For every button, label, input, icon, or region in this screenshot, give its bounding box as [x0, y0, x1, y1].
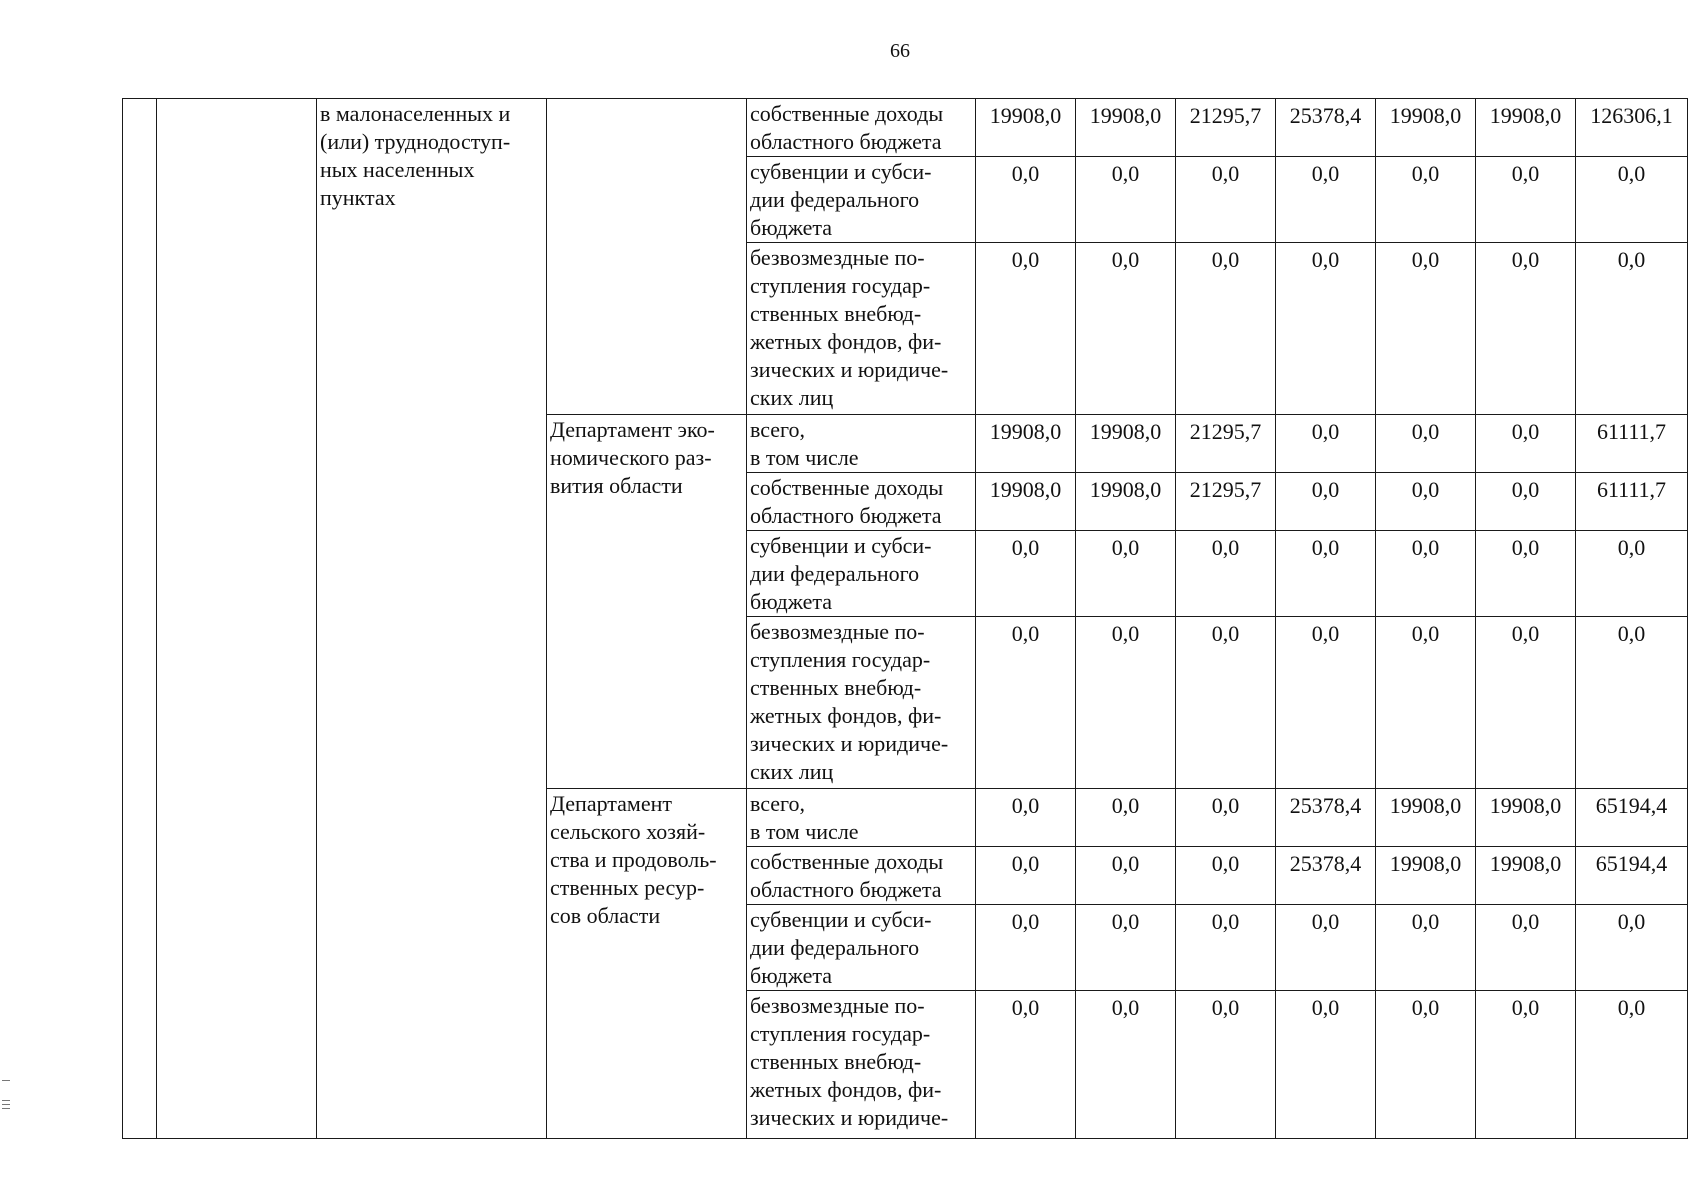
total-value: 61111,7 — [1576, 415, 1688, 473]
funding-source-line: безвозмездные по- — [750, 993, 925, 1018]
year-value: 0,0 — [1376, 157, 1476, 243]
total-value: 126306,1 — [1576, 99, 1688, 157]
executor-name-line: Департамент — [550, 791, 673, 816]
year-value: 0,0 — [1076, 617, 1176, 789]
executor-name-line: вития области — [550, 473, 683, 498]
funding-source — [747, 905, 976, 991]
page-number: 66 — [890, 40, 910, 62]
funding-source-line: бюджета — [750, 963, 833, 988]
total-value: 0,0 — [1576, 991, 1688, 1139]
funding-source — [747, 99, 976, 157]
funding-source-line: в том числе — [750, 819, 859, 844]
funding-source-line: зических и юридиче- — [750, 357, 949, 382]
year-value: 19908,0 — [1076, 415, 1176, 473]
year-value: 25378,4 — [1276, 847, 1376, 905]
program-label-line: ных населенных — [320, 157, 475, 182]
year-value: 0,0 — [1176, 847, 1276, 905]
year-value: 21295,7 — [1176, 99, 1276, 157]
year-value: 0,0 — [1276, 905, 1376, 991]
funding-source-line: субвенции и субси- — [750, 533, 932, 558]
year-value: 0,0 — [1476, 617, 1576, 789]
executor-name — [547, 415, 747, 789]
year-value: 0,0 — [1276, 415, 1376, 473]
funding-source — [747, 473, 976, 531]
year-value: 0,0 — [1076, 789, 1176, 847]
year-value: 19908,0 — [976, 473, 1076, 531]
year-value: 19908,0 — [1476, 789, 1576, 847]
funding-source-line: безвозмездные по- — [750, 619, 925, 644]
funding-source — [747, 789, 976, 847]
funding-source-line: всего, — [750, 791, 806, 816]
funding-source-line: ступления государ- — [750, 1021, 931, 1046]
funding-source — [747, 531, 976, 617]
total-value: 0,0 — [1576, 531, 1688, 617]
funding-source-line: ственных внебюд- — [750, 675, 922, 700]
year-value: 0,0 — [1376, 415, 1476, 473]
funding-source — [747, 415, 976, 473]
funding-source-line: субвенции и субси- — [750, 159, 932, 184]
year-value: 0,0 — [976, 531, 1076, 617]
funding-source — [747, 991, 976, 1139]
year-value: 0,0 — [1376, 905, 1476, 991]
funding-source-line: дии федерального — [750, 561, 920, 586]
margin-mark — [2, 1080, 10, 1081]
year-value: 0,0 — [1176, 531, 1276, 617]
year-value: 0,0 — [1176, 157, 1276, 243]
funding-source-line: дии федерального — [750, 187, 920, 212]
executor-name-line: Департамент эко- — [550, 417, 715, 442]
year-value: 0,0 — [1176, 617, 1276, 789]
year-value: 19908,0 — [1076, 473, 1176, 531]
year-value: 0,0 — [1476, 157, 1576, 243]
funding-source-line: ступления государ- — [750, 273, 931, 298]
funding-source-line: жетных фондов, фи- — [750, 703, 942, 728]
executor-name — [547, 99, 747, 415]
year-value: 0,0 — [1276, 243, 1376, 415]
year-value: 0,0 — [976, 991, 1076, 1139]
total-value: 0,0 — [1576, 157, 1688, 243]
year-value: 0,0 — [1276, 531, 1376, 617]
year-value: 0,0 — [1176, 991, 1276, 1139]
year-value: 0,0 — [1076, 531, 1176, 617]
executor-name-line: ственных ресур- — [550, 875, 705, 900]
funding-source — [747, 243, 976, 415]
year-value: 0,0 — [976, 789, 1076, 847]
funding-source-line: безвозмездные по- — [750, 245, 925, 270]
margin-mark — [2, 1104, 10, 1105]
funding-source-line: жетных фондов, фи- — [750, 1077, 942, 1102]
funding-source-line: собственные доходы — [750, 475, 944, 500]
executor-name-line: сов области — [550, 903, 661, 928]
year-value: 0,0 — [976, 905, 1076, 991]
year-value: 0,0 — [976, 243, 1076, 415]
margin-mark — [2, 1100, 10, 1101]
funding-source-line: в том числе — [750, 445, 859, 470]
margin-mark — [2, 1108, 10, 1109]
executor-name-line: номического раз- — [550, 445, 712, 470]
funding-source — [747, 617, 976, 789]
executor-name — [547, 789, 747, 1139]
year-value: 19908,0 — [976, 99, 1076, 157]
total-value: 65194,4 — [1576, 789, 1688, 847]
funding-source-line: всего, — [750, 417, 806, 442]
funding-source-line: областного бюджета — [750, 877, 942, 902]
program-label-line: (или) труднодоступ- — [320, 129, 511, 154]
funding-source-line: собственные доходы — [750, 101, 944, 126]
funding-source-line: ских лиц — [750, 759, 834, 784]
year-value: 21295,7 — [1176, 473, 1276, 531]
year-value: 0,0 — [1076, 157, 1176, 243]
executor-name-line: сельского хозяй- — [550, 819, 706, 844]
year-value: 0,0 — [1176, 789, 1276, 847]
year-value: 0,0 — [1076, 991, 1176, 1139]
funding-source-line: дии федерального — [750, 935, 920, 960]
year-value: 0,0 — [1176, 243, 1276, 415]
funding-source — [747, 157, 976, 243]
funding-source-line: бюджета — [750, 589, 833, 614]
index-cell — [123, 99, 157, 1139]
funding-source-line: ступления государ- — [750, 647, 931, 672]
funding-source-line: областного бюджета — [750, 503, 942, 528]
year-value: 19908,0 — [1376, 847, 1476, 905]
funding-source-line: зических и юридиче- — [750, 731, 949, 756]
year-value: 19908,0 — [1076, 99, 1176, 157]
year-value: 19908,0 — [1376, 99, 1476, 157]
funding-source-line: ственных внебюд- — [750, 1049, 922, 1074]
table-row — [123, 99, 1688, 157]
funding-table — [122, 98, 1688, 1139]
funding-source-line: областного бюджета — [750, 129, 942, 154]
funding-source-line: зических и юридиче- — [750, 1105, 949, 1130]
total-value: 0,0 — [1576, 617, 1688, 789]
year-value: 0,0 — [1476, 243, 1576, 415]
year-value: 0,0 — [1376, 243, 1476, 415]
total-value: 65194,4 — [1576, 847, 1688, 905]
year-value: 0,0 — [976, 157, 1076, 243]
total-value: 0,0 — [1576, 905, 1688, 991]
year-value: 0,0 — [1476, 905, 1576, 991]
year-value: 0,0 — [1076, 243, 1176, 415]
year-value: 0,0 — [1276, 617, 1376, 789]
year-value: 0,0 — [1276, 991, 1376, 1139]
year-value: 0,0 — [1376, 473, 1476, 531]
year-value: 0,0 — [1476, 991, 1576, 1139]
total-value: 61111,7 — [1576, 473, 1688, 531]
year-value: 0,0 — [1276, 157, 1376, 243]
funding-source-line: бюджета — [750, 215, 833, 240]
year-value: 19908,0 — [1476, 847, 1576, 905]
funding-source-line: ских лиц — [750, 385, 834, 410]
year-value: 0,0 — [1376, 617, 1476, 789]
year-value: 19908,0 — [1376, 789, 1476, 847]
year-value: 0,0 — [1476, 415, 1576, 473]
year-value: 0,0 — [1376, 531, 1476, 617]
funding-source-line: ственных внебюд- — [750, 301, 922, 326]
program-label-line: в малонаселенных и — [320, 101, 511, 126]
year-value: 0,0 — [1076, 847, 1176, 905]
year-value: 19908,0 — [976, 415, 1076, 473]
year-value: 0,0 — [1076, 905, 1176, 991]
year-value: 0,0 — [1476, 473, 1576, 531]
year-value: 19908,0 — [1476, 99, 1576, 157]
year-value: 0,0 — [976, 847, 1076, 905]
program-cell — [157, 99, 317, 1139]
total-value: 0,0 — [1576, 243, 1688, 415]
year-value: 25378,4 — [1276, 99, 1376, 157]
program-label-line: пунктах — [320, 185, 396, 210]
program-label — [317, 99, 547, 1139]
funding-source-line: жетных фондов, фи- — [750, 329, 942, 354]
year-value: 0,0 — [1376, 991, 1476, 1139]
year-value: 0,0 — [976, 617, 1076, 789]
year-value: 0,0 — [1276, 473, 1376, 531]
funding-source — [747, 847, 976, 905]
year-value: 0,0 — [1176, 905, 1276, 991]
year-value: 21295,7 — [1176, 415, 1276, 473]
funding-source-line: субвенции и субси- — [750, 907, 932, 932]
year-value: 0,0 — [1476, 531, 1576, 617]
executor-name-line: ства и продоволь- — [550, 847, 717, 872]
funding-source-line: собственные доходы — [750, 849, 944, 874]
year-value: 25378,4 — [1276, 789, 1376, 847]
